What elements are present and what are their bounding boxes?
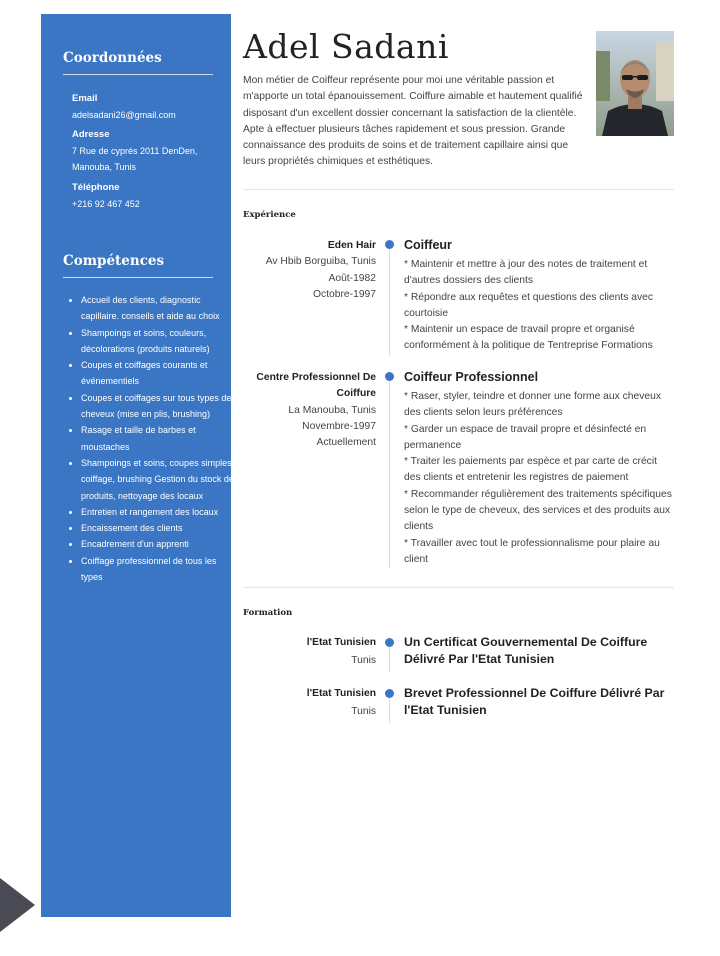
skills-section — [63, 253, 213, 278]
job-2-task: * Raser, styler, teindre et donner une forme aux cheveux des clients selon leurs préférences — [404, 391, 661, 419]
edu-1-city: Tunis — [351, 655, 376, 667]
job-1-details — [404, 237, 676, 355]
timeline-line — [389, 246, 390, 356]
edu-1-meta — [245, 635, 376, 670]
skill-item: • Shampoings et soins, coupes simples, coiffage, brushing Gestion du stock de produits, nettoyage des locaux — [81, 455, 237, 504]
skill-item: • Encadrement d'un apprenti — [81, 536, 237, 552]
email-block — [72, 91, 176, 123]
edu-2-meta — [245, 686, 376, 721]
job-1-meta — [245, 238, 376, 303]
email-value[interactable]: adelsadani26@gmail.com — [72, 110, 176, 120]
skills-list — [67, 292, 237, 585]
edu-2-degree: Brevet Professionnel De Coiffure Délivré Par l'Etat Tunisien — [404, 686, 665, 717]
job-2-start: Novembre-1997 — [302, 420, 376, 432]
divider — [243, 189, 674, 190]
timeline-line — [389, 695, 390, 723]
address-block — [72, 127, 197, 175]
corner-triangle-decoration — [0, 878, 35, 932]
contact-section — [63, 50, 213, 75]
skill-item: • Accueil des clients, diagnostic capillaire. conseils et aide au choix — [81, 292, 237, 325]
job-1-role: Coiffeur — [404, 238, 452, 252]
skill-item: • Rasage et taille de barbes et moustaches — [81, 422, 237, 455]
education-title: Formation — [243, 608, 293, 618]
job-2-details — [404, 369, 676, 568]
candidate-name: Adel Sadani — [243, 27, 449, 66]
edu-2-city: Tunis — [351, 706, 376, 718]
address-label: Adresse — [72, 129, 110, 140]
contact-title: Coordonnées — [63, 50, 213, 75]
timeline-dot — [385, 372, 394, 381]
job-1-task: * Maintenir un espace de travail propre et organisé conformément à la politique de Tentreprise Formations — [404, 324, 653, 352]
timeline-dot — [385, 638, 394, 647]
phone-value[interactable]: +216 92 467 452 — [72, 199, 140, 209]
email-label: Email — [72, 93, 98, 104]
phone-label: Téléphone — [72, 182, 120, 193]
skill-item: • Entretien et rangement des locaux — [81, 504, 237, 520]
job-1-location: Av Hbib Borguiba, Tunis — [265, 256, 376, 268]
job-1-task: * Répondre aux requêtes et questions des clients avec courtoisie — [404, 291, 653, 319]
experience-title: Expérience — [243, 210, 296, 220]
job-1-end: Octobre-1997 — [313, 288, 376, 300]
job-2-task: * Travailler avec tout le professionnalisme pour plaire au client — [404, 537, 660, 565]
timeline-line — [389, 644, 390, 672]
skill-item: • Encaissement des clients — [81, 520, 237, 536]
skill-item: • Coupes et coiffages sur tous types de cheveux (mise en plis, brushing) — [81, 390, 237, 423]
job-2-task: * Garder un espace de travail propre et désinfecté en permanence — [404, 423, 647, 451]
profile-summary: Mon métier de Coiffeur représente pour moi une véritable passion et m'apporte un total épanouissement. Coiffure aimable et hautement qualifié disposant d'un excellent dossier concernant la satisfaction de la clientèle. Apte à effectuer plusieurs tâches rapidement et sous pression. Grande connaissance des produits de soins et de traitement capillaire ainsi que leurs propriétés chimiques et esthétiques. — [243, 75, 583, 168]
job-2-task: * Traiter les paiements par espèce et par carte de crécit des clients et entretenir les registres de paiement — [404, 456, 657, 484]
sidebar — [41, 14, 235, 917]
job-2-location: La Manouba, Tunis — [288, 404, 376, 416]
divider — [243, 587, 674, 588]
skill-item: • Shampoings et soins, couleurs, décolorations (produits naturels) — [81, 325, 237, 358]
job-2-meta — [245, 370, 376, 451]
job-1-start: Août-1982 — [328, 272, 376, 284]
edu-2-institution: l'Etat Tunisien — [306, 688, 376, 699]
skill-item: • Coupes et coiffages courants et événementiels — [81, 357, 237, 390]
timeline-dot — [385, 240, 394, 249]
edu-1-institution: l'Etat Tunisien — [306, 637, 376, 648]
edu-1-details — [404, 634, 676, 667]
phone-block — [72, 180, 140, 212]
job-1-employer: Eden Hair — [327, 240, 376, 251]
skills-title: Compétences — [63, 253, 213, 278]
skill-item: • Coiffage professionnel de tous les types — [81, 553, 237, 586]
address-line-1: 7 Rue de cyprés 2011 DenDen, — [72, 146, 198, 156]
job-2-employer: Centre Professionnel De Coiffure — [256, 372, 376, 400]
job-2-end: Actuellement — [316, 437, 376, 449]
job-2-role: Coiffeur Professionnel — [404, 370, 539, 384]
job-1-task: * Maintenir et mettre à jour des notes de traitement et d'autres dossiers des clients — [404, 259, 648, 287]
timeline-line — [389, 378, 390, 568]
edu-2-details — [404, 685, 676, 718]
edu-1-degree: Un Certificat Gouvernemental De Coiffure Délivré Par l'Etat Tunisien — [404, 635, 648, 666]
job-2-task: * Recommander régulièrement des traitements spécifiques selon le type de cheveux, des services et des produits aux clients — [404, 488, 672, 533]
timeline-dot — [385, 689, 394, 698]
address-line-2: Manouba, Tunis — [72, 162, 137, 172]
profile-photo — [596, 31, 674, 136]
